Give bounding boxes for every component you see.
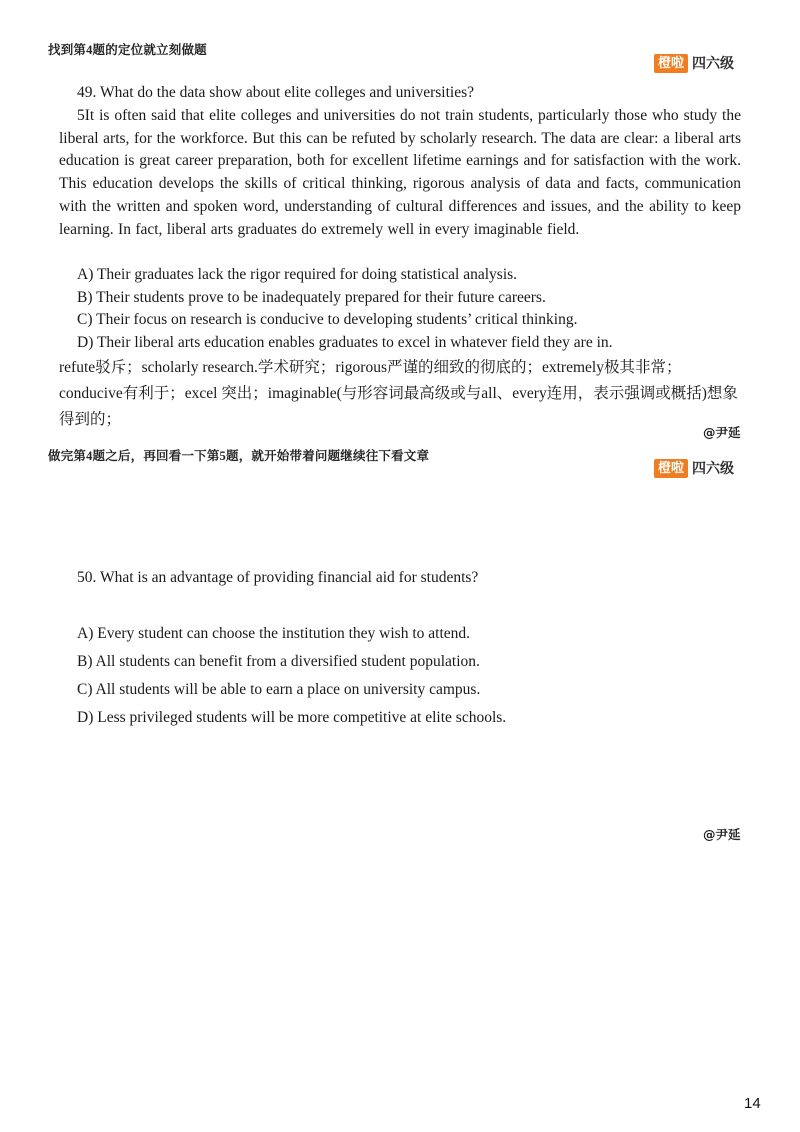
question-50: 50. What is an advantage of providing financial aid for students?	[77, 569, 479, 586]
author-signature-1: @尹延	[703, 425, 741, 440]
brand-logo-2	[654, 458, 734, 478]
author-signature-2: @尹延	[703, 827, 741, 842]
question-49: 49. What do the data show about elite colleges and universities?	[77, 84, 475, 101]
brand-logo	[654, 53, 734, 73]
brand-logo-box: 橙啦	[654, 54, 688, 73]
passage-paragraph-5: 5It is often said that elite colleges and universities do not train students, particularly those who study the liberal arts, for the workforce. But this can be refuted by scholarly research. The data are clear: a liberal arts education is great career preparation, both for excellent lifetime earnings and for satisfaction with the work. This education develops the skills of critical thinking, rigorous analysis of data and facts, communication with the written and spoken word, understanding of cultural differences and issues, and the ability to keep learning. In fact, liberal arts graduates do extremely well in every imaginable field.	[59, 107, 741, 238]
brand-logo-text: 四六级	[692, 461, 735, 477]
question-50-options	[59, 620, 749, 732]
question-49-options	[59, 264, 749, 355]
option-a: A) Every student can choose the institution they wish to attend.	[77, 625, 471, 642]
option-c: C) Their focus on research is conducive to developing students’ critical thinking.	[77, 311, 578, 329]
brand-logo-box: 橙啦	[654, 459, 688, 478]
option-a: A) Their graduates lack the rigor required for doing statistical analysis.	[77, 266, 518, 283]
vocabulary-notes: refute驳斥；scholarly research.学术研究；rigorous严谨的细致的彻底的；extremely极其非常；conducive有利于；excel 突出；imaginable(与形容词最高级或与all、every连用，表示强调或概括)想象得到的；	[59, 359, 738, 428]
option-d: D) Less privileged students will be more competitive at elite schools.	[77, 709, 507, 726]
page-number: 14	[744, 1095, 761, 1112]
top-instruction-note: 找到第4题的定位就立刻做题	[48, 43, 207, 57]
option-b: B) All students can benefit from a diversified student population.	[77, 653, 480, 670]
brand-logo-text: 四六级	[692, 56, 735, 72]
option-d: D) Their liberal arts education enables graduates to excel in whatever field they are in.	[77, 334, 613, 352]
middle-instruction-note: 做完第4题之后，再回看一下第5题，就开始带着问题继续往下看文章	[48, 449, 430, 463]
option-b: B) Their students prove to be inadequately prepared for their future careers.	[77, 288, 546, 306]
option-c: C) All students will be able to earn a place on university campus.	[77, 681, 481, 698]
